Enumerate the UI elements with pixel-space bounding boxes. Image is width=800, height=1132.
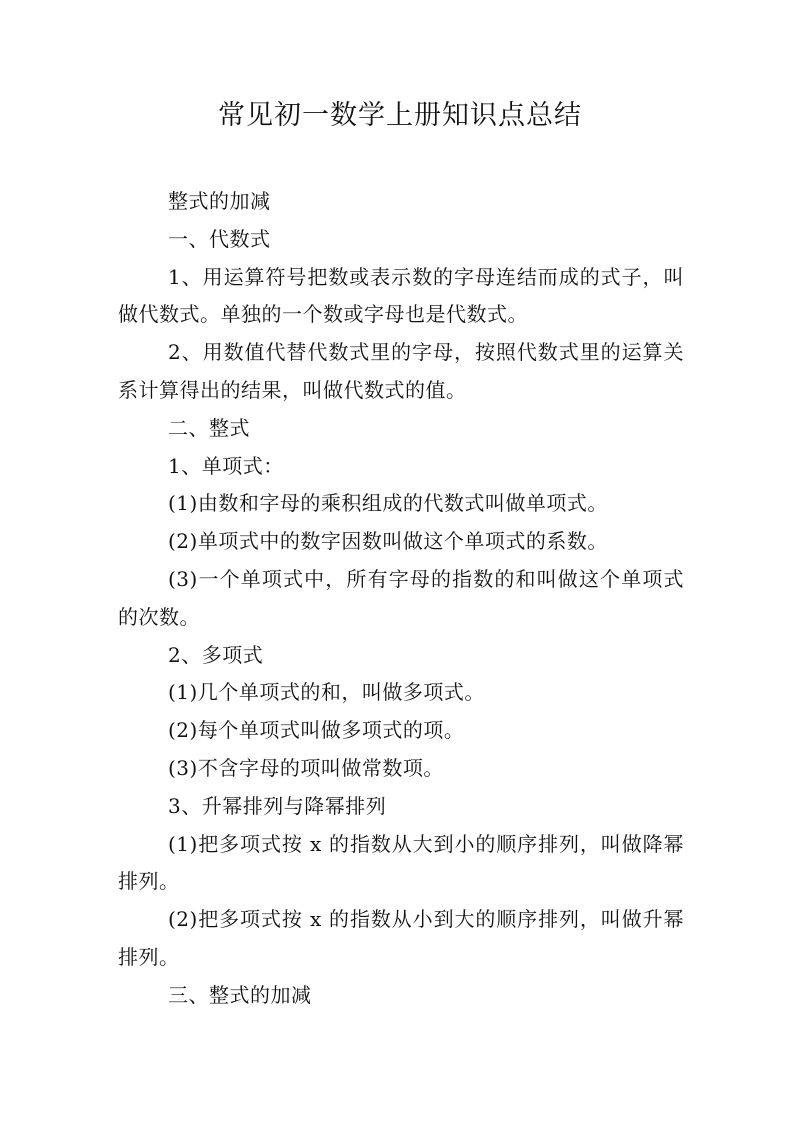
list-item: (2)单项式中的数字因数叫做这个单项式的系数。 <box>168 529 608 554</box>
list-item: (1)把多项式按 x 的指数从大到小的顺序排列，叫做降幂排列。 <box>118 831 684 894</box>
subsection-heading: 一、代数式 <box>168 226 271 251</box>
subsection-heading: 三、整式的加减 <box>168 982 312 1007</box>
list-item: (2)把多项式按 x 的指数从小到大的顺序排列，叫做升幂排列。 <box>118 907 684 969</box>
list-heading: 3、升幂排列与降幂排列 <box>168 793 387 818</box>
list-heading: 1、单项式： <box>168 453 284 478</box>
list-item: (1)几个单项式的和，叫做多项式。 <box>168 680 485 705</box>
page-title: 常见初一数学上册知识点总结 <box>218 100 582 131</box>
list-item: (2)每个单项式叫做多项式的项。 <box>168 718 465 743</box>
paragraph: 1、用运算符号把数或表示数的字母连结而成的式子，叫做代数式。单独的一个数或字母也是代数式。 <box>118 264 684 327</box>
list-item: (3)一个单项式中，所有字母的指数的和叫做这个单项式的次数。 <box>118 566 684 629</box>
paragraph: 2、用数值代替代数式里的字母，按照代数式里的运算关系计算得出的结果，叫做代数式的值。 <box>118 340 684 402</box>
document-body <box>118 183 684 1015</box>
section-heading: 整式的加减 <box>168 189 271 213</box>
list-item: (1)由数和字母的乘积组成的代数式叫做单项式。 <box>168 491 608 516</box>
subsection-heading: 二、整式 <box>168 415 250 440</box>
list-heading: 2、多项式 <box>168 642 264 667</box>
list-item: (3)不含字母的项叫做常数项。 <box>168 755 444 780</box>
